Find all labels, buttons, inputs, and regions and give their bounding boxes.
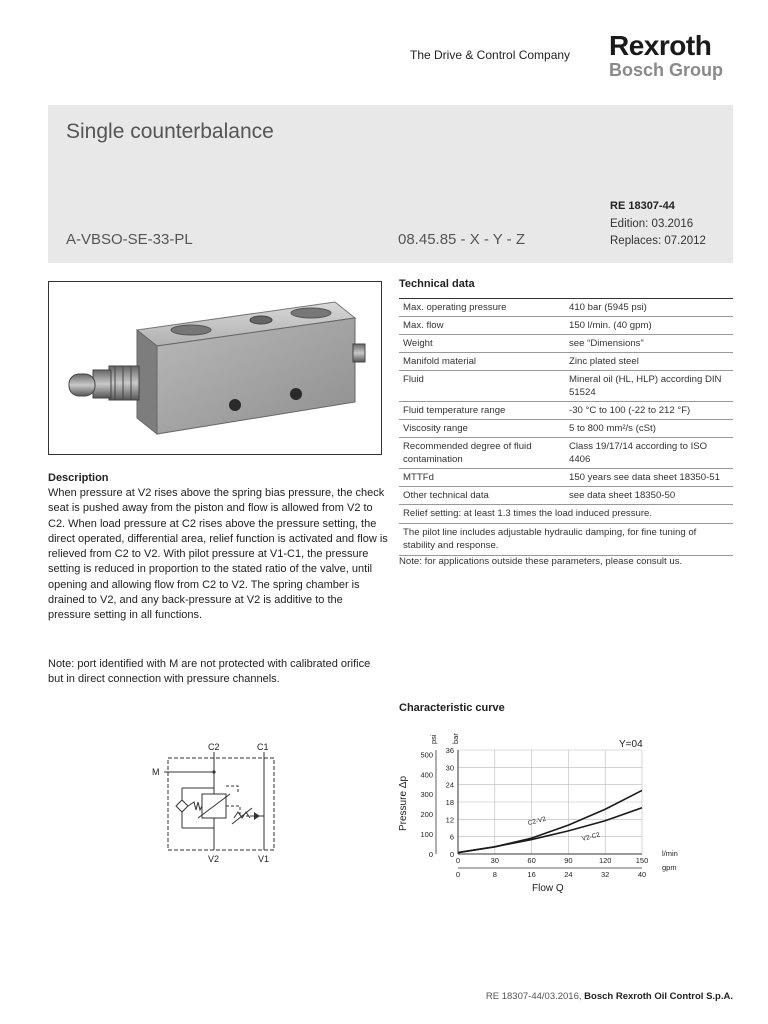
description-heading: Description <box>48 472 109 484</box>
param-label: Recommended degree of fluid contamination <box>399 438 565 469</box>
table-row <box>399 487 733 505</box>
x-tick-label-secondary: 16 <box>527 870 536 879</box>
table-row <box>399 353 733 371</box>
param-value: Zinc plated steel <box>565 353 733 371</box>
table-row <box>399 402 733 420</box>
technical-data-heading: Technical data <box>399 278 475 290</box>
y-tick-label: 0 <box>449 850 454 859</box>
y-tick-label: 18 <box>445 798 454 807</box>
x-tick-label-secondary: 32 <box>601 870 610 879</box>
y-tick-label-secondary: 200 <box>420 810 433 820</box>
series-line-c2-v2 <box>458 790 642 852</box>
x-tick-label: 120 <box>598 856 612 865</box>
chart-axes <box>436 750 642 868</box>
port-label-c2: C2 <box>208 742 220 752</box>
param-label: Weight <box>399 335 565 353</box>
chart-series <box>458 790 642 852</box>
param-value: 410 bar (5945 psi) <box>565 299 733 317</box>
hydraulic-schematic <box>150 738 290 866</box>
param-label: MTTFd <box>399 469 565 487</box>
param-label: Viscosity range <box>399 420 565 438</box>
param-value: 5 to 800 mm²/s (cSt) <box>565 420 733 438</box>
port-label-v2: V2 <box>208 854 220 864</box>
table-row <box>399 438 733 469</box>
x-tick-label: 90 <box>564 856 573 865</box>
param-label: Manifold material <box>399 353 565 371</box>
table-row <box>399 317 733 335</box>
table-row <box>399 371 733 402</box>
y-axis-label: Pressure Δp <box>398 775 409 831</box>
y-tick-label: 12 <box>445 815 454 825</box>
page-title: Single counterbalance <box>66 120 274 143</box>
y-tick-label-secondary: 300 <box>420 790 433 800</box>
company-tagline: The Drive & Control Company <box>410 48 571 62</box>
technical-data-table <box>399 298 733 556</box>
param-label: Max. operating pressure <box>399 299 565 317</box>
param-value: see “Dimensions” <box>565 335 733 353</box>
y-unit-primary: bar <box>451 733 460 744</box>
x-unit-secondary: gpm <box>662 863 677 872</box>
pilot-line-note: The pilot line includes adjustable hydraulic damping, for fine tuning of stability and response. <box>399 523 733 555</box>
x-tick-label-secondary: 8 <box>492 870 497 879</box>
y-tick-label-secondary: 500 <box>420 750 433 760</box>
footer-company: Bosch Rexroth Oil Control S.p.A. <box>584 991 733 1002</box>
document-number: RE 18307-44 <box>610 200 675 212</box>
applications-note: Note: for applications outside these parameters, please consult us. <box>399 556 683 567</box>
param-label: Fluid temperature range <box>399 402 565 420</box>
product-photo <box>48 281 382 455</box>
series-label: V2-C2 <box>581 831 601 843</box>
y-tick-label: 24 <box>445 780 454 790</box>
param-value: 150 l/min. (40 gpm) <box>565 317 733 335</box>
param-value: 150 years see data sheet 18350-51 <box>565 469 733 487</box>
brand-name: Rexroth <box>609 30 712 61</box>
y-unit-secondary: psi <box>429 734 438 744</box>
valve-illustration <box>49 282 381 454</box>
table-row <box>399 420 733 438</box>
chart-ticks <box>420 746 648 879</box>
param-label: Fluid <box>399 371 565 402</box>
x-tick-label: 0 <box>455 856 461 865</box>
table-row <box>399 299 733 317</box>
model-code: A-VBSO-SE-33-PL <box>66 231 193 248</box>
y-tick-label-secondary: 100 <box>420 830 433 840</box>
param-value: -30 °C to 100 (-22 to 212 °F) <box>565 402 733 420</box>
x-tick-label: 30 <box>490 856 499 865</box>
series-label: C2-V2 <box>527 815 547 828</box>
table-row <box>399 523 733 555</box>
x-axis-label: Flow Q <box>532 883 564 894</box>
x-tick-label: 60 <box>527 856 536 865</box>
x-tick-label-secondary: 0 <box>455 870 461 879</box>
ordering-code: 08.45.85 - X - Y - Z <box>398 231 526 248</box>
y-tick-label: 30 <box>445 763 454 773</box>
param-value: see data sheet 18350-50 <box>565 487 733 505</box>
page-footer <box>300 991 733 1002</box>
param-value: Mineral oil (HL, HLP) according DIN 51524 <box>565 371 733 402</box>
footer-ref: RE 18307-44/03.2016, <box>485 991 585 1002</box>
brand-group: Bosch Group <box>609 60 724 80</box>
port-label-v1: V1 <box>258 854 270 864</box>
port-label-c1: C1 <box>257 742 269 752</box>
chart-annotation: Y=04 <box>619 739 643 750</box>
relief-setting-note: Relief setting: at least 1.3 times the load induced pressure. <box>399 505 733 524</box>
y-tick-label-secondary: 0 <box>428 850 433 859</box>
description-text: When pressure at V2 rises above the spring bias pressure, the check seat is pushed away from the piston and flow is allowed from V2 to C2. When load pressure at C2 rises above the pressure setting, the direct operated, differential area, relief function is activated and flow is relieved from C2 to V2. With pilot pressure at V1-C1, the pressure setting is reduced in proportion to the stated ratio of the valve, until opening and allowing flow from C2 to V2. The spring chamber is drained to V2, and any back-pressure at V2 is additive to the pressure setting in all functions. <box>48 487 388 622</box>
x-tick-label: 150 <box>635 856 649 865</box>
x-tick-label-secondary: 24 <box>564 870 573 879</box>
port-label-m: M <box>152 767 160 777</box>
port-note: Note: port identified with M are not protected with calibrated orifice but in direct connection with pressure channels. <box>48 658 371 686</box>
series-line-v2-c2 <box>458 808 642 853</box>
rexroth-logo <box>609 32 723 79</box>
table-row <box>399 469 733 487</box>
table-row <box>399 335 733 353</box>
y-tick-label-secondary: 400 <box>420 770 433 780</box>
replaces-date: Replaces: 07.2012 <box>610 235 706 247</box>
param-value: Class 19/17/14 according to ISO 4406 <box>565 438 733 469</box>
y-tick-label: 6 <box>449 832 454 842</box>
x-tick-label-secondary: 40 <box>637 870 647 879</box>
chart-grid <box>458 750 642 854</box>
table-row <box>399 505 733 524</box>
param-label: Other technical data <box>399 487 565 505</box>
characteristic-curve-chart <box>394 726 694 896</box>
characteristic-curve-heading: Characteristic curve <box>399 702 505 714</box>
edition-date: Edition: 03.2016 <box>610 218 694 230</box>
param-label: Max. flow <box>399 317 565 335</box>
x-unit-primary: l/min <box>662 849 678 858</box>
y-tick-label: 36 <box>445 746 454 755</box>
